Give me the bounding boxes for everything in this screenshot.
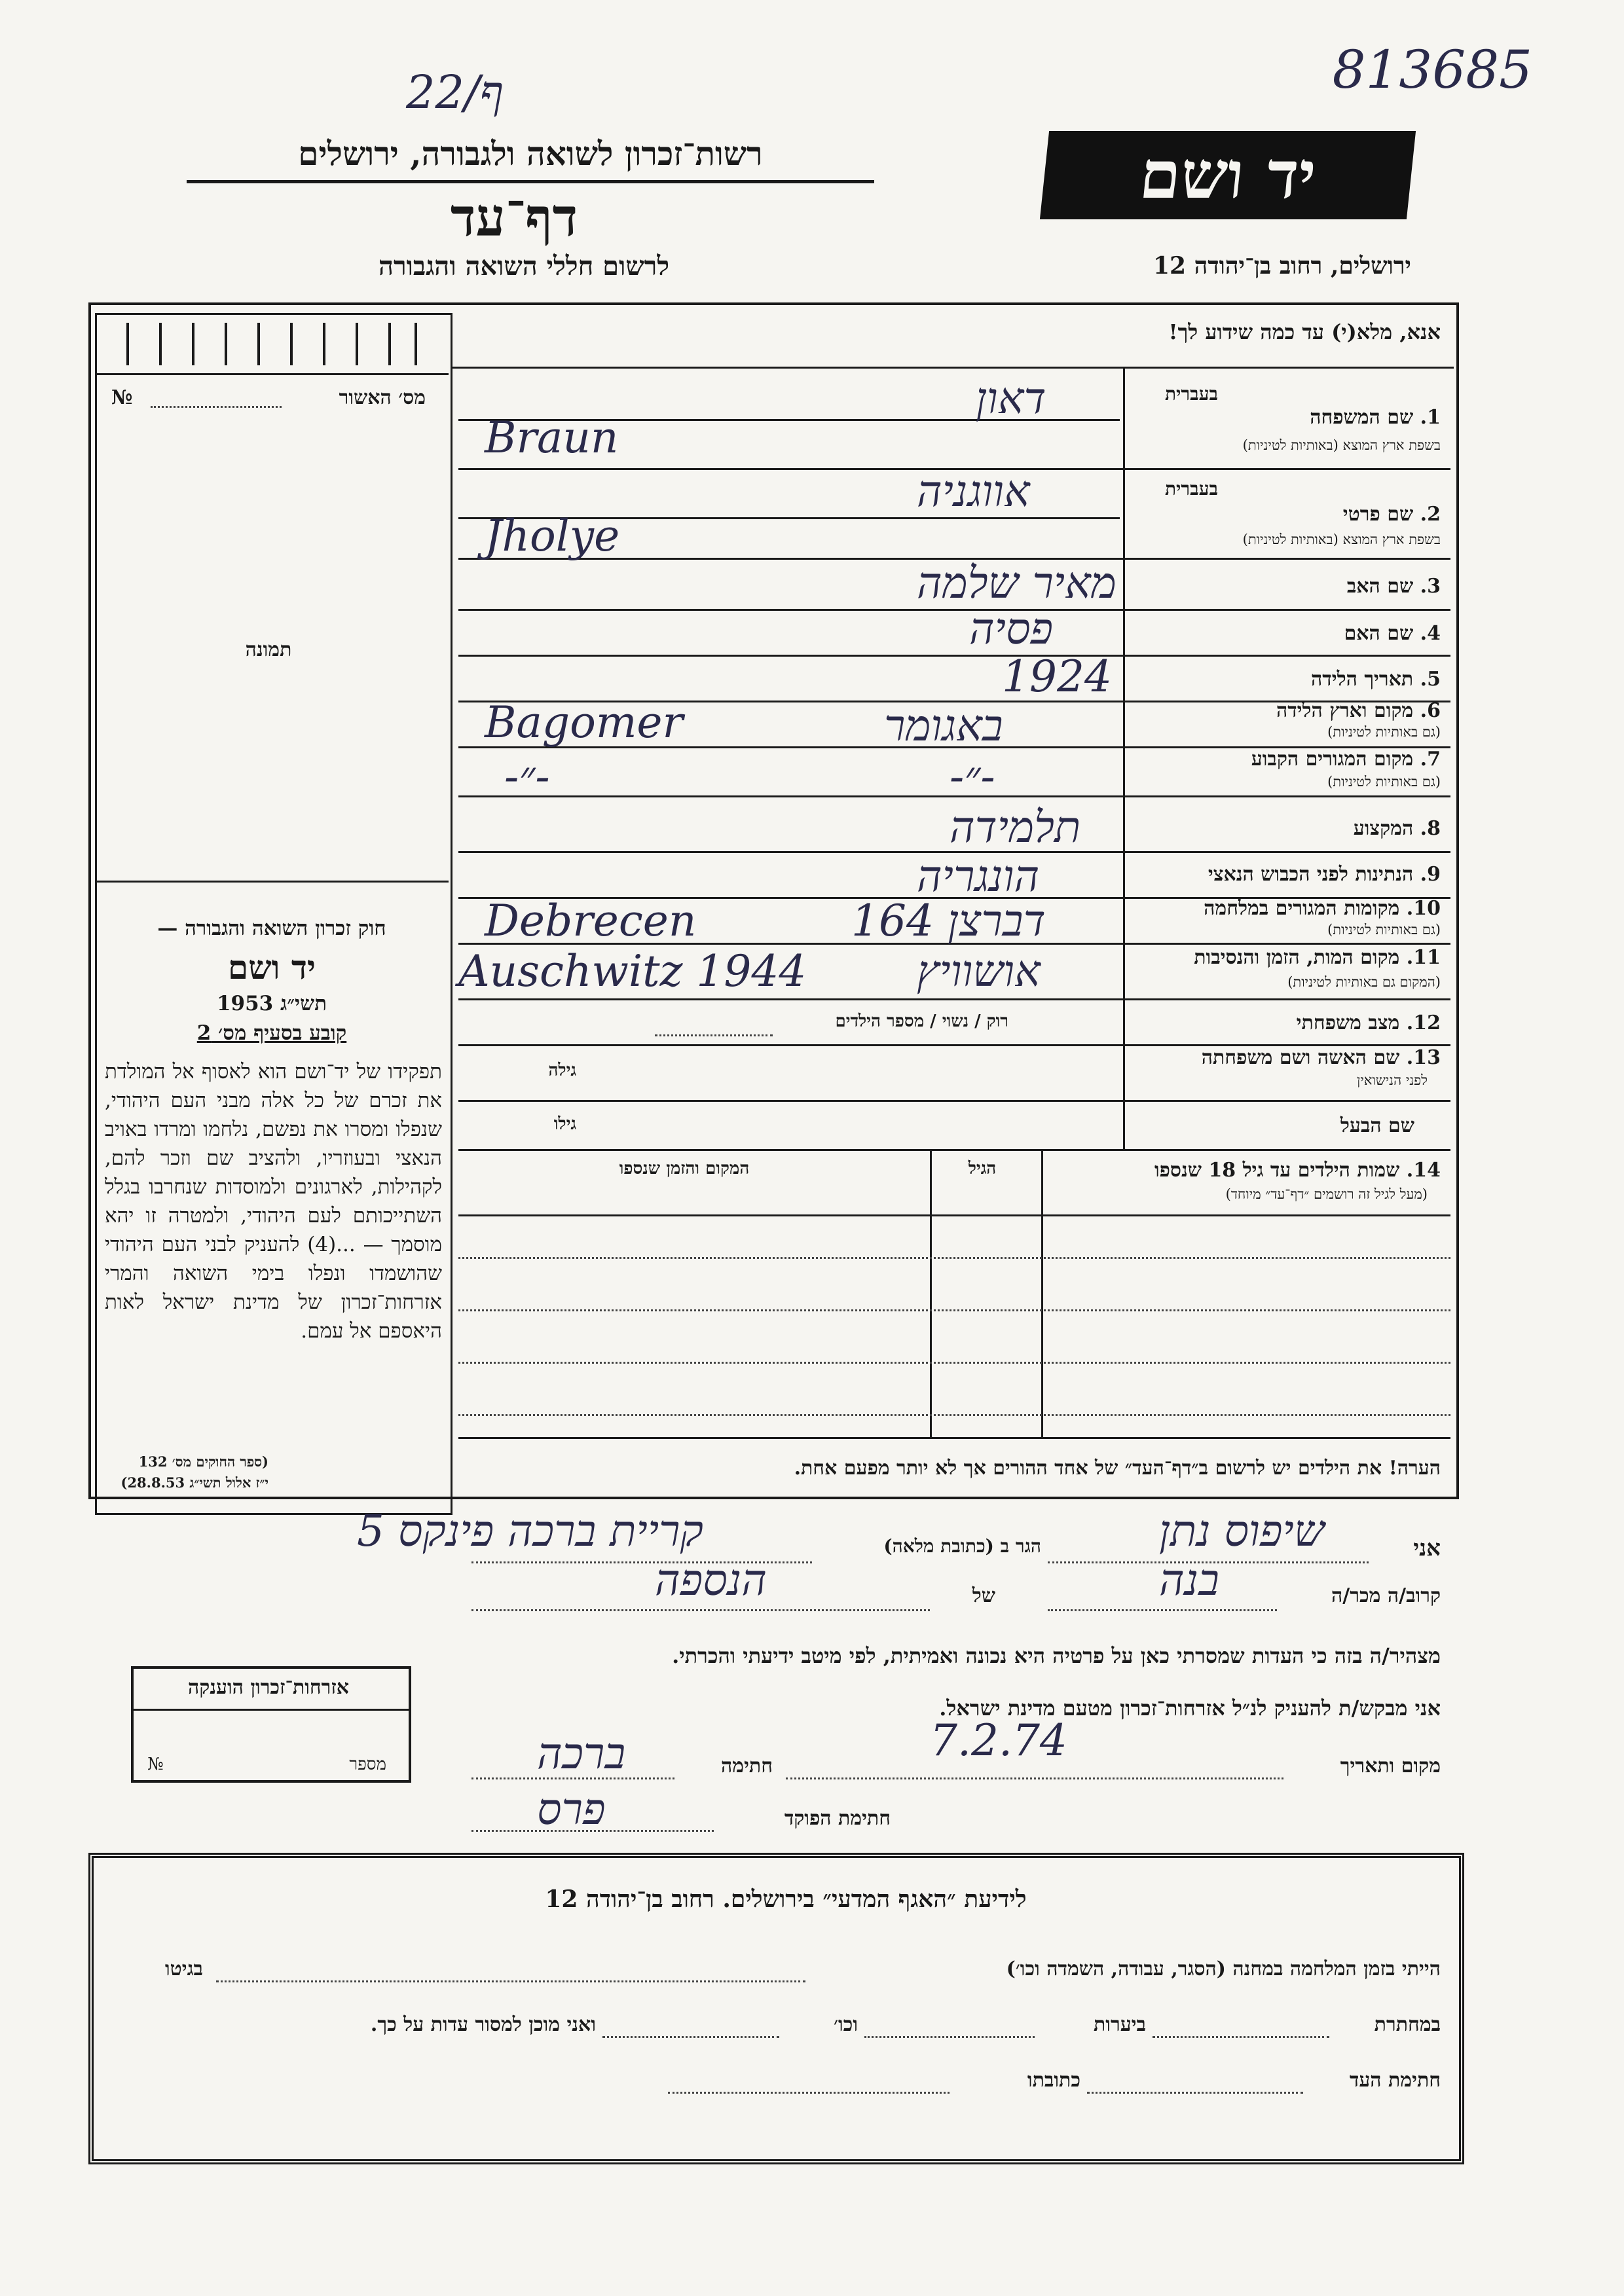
field-13-label: 13. שם האשה ושם משפחתה — [1201, 1046, 1441, 1069]
citizenship-number-label: מספר — [349, 1755, 386, 1774]
barcode-divider — [97, 373, 449, 375]
field-3-label: 3. שם האב — [1346, 575, 1441, 598]
occupation-value: תלמידה — [950, 802, 1081, 852]
declarant-address: קריית ברכה פינקס 5 — [357, 1506, 703, 1556]
children-row-3 — [458, 1362, 1450, 1364]
row-line-3 — [458, 609, 1450, 611]
law-year-number: 1953 — [216, 992, 274, 1015]
field-11-label: 11. מקום המות, הזמן והנסיבות — [1194, 946, 1441, 969]
surname-latin-value: Braun — [485, 412, 619, 463]
form-subtitle: לרשום חללי השואה והגבורה — [378, 251, 670, 282]
children-place-header: המקום והזמן שנספו — [619, 1159, 750, 1178]
children-row-1 — [458, 1257, 1450, 1259]
place-date-label: מקום ותאריך — [1340, 1755, 1441, 1777]
photo-label: תמונה — [245, 638, 292, 661]
approval-label: מס׳ האשור — [339, 386, 426, 409]
archive-number: 813685 — [1332, 39, 1532, 100]
info-line3-blank-b — [668, 2092, 950, 2094]
info-line3-b: כתובתו — [1027, 2069, 1080, 2092]
in-hebrew-2: בעברית — [1164, 478, 1218, 500]
field-husband-label: שם הבעל — [1340, 1114, 1414, 1137]
info-line2-blank-a — [1153, 2036, 1329, 2038]
field-12-label: 12. מצב משפחתי — [1296, 1011, 1441, 1034]
field-1-label: 1. שם המשפחה — [1310, 406, 1441, 429]
field-6-sub: (גם באותיות לטיניות) — [1327, 724, 1441, 740]
children-col-divider-2 — [930, 1149, 932, 1437]
row-line-4 — [458, 655, 1450, 657]
info-line1-blank — [216, 1980, 805, 1982]
info-line3-a: חתימת העד — [1349, 2069, 1441, 2092]
field-7-label: 7. מקום המגורים הקבוע — [1251, 748, 1441, 771]
row-line-11 — [458, 998, 1450, 1000]
info-title: לידיעת ״האגף המדעי״ בירושלים. רחוב בן־יהודה 12 — [545, 1886, 1027, 1913]
place-date-line — [786, 1777, 1283, 1779]
children-header-line — [458, 1214, 1450, 1216]
firstname-latin-value: Jholye — [485, 511, 620, 561]
inspector-label: חתימת הפוקד — [784, 1807, 891, 1830]
field-10-label: 10. מקומות המגורים במלחמה — [1204, 897, 1441, 920]
info-line2-blank-b — [864, 2036, 1035, 2038]
of-line — [471, 1609, 930, 1611]
children-row-2 — [458, 1309, 1450, 1311]
request-text: אני מבקש/ת להעניק לנ״ל אזרחות־זכרון מטעם מדינת ישראל. — [939, 1696, 1441, 1721]
of-label: של — [972, 1584, 995, 1607]
approval-barcode — [121, 319, 422, 369]
info-line2-c: וכו׳ — [834, 2013, 858, 2036]
field-2-label: 2. שם פרטי — [1342, 503, 1441, 526]
birthplace-hebrew-value: באגומר — [884, 701, 1003, 751]
form-title: דף־עד — [450, 187, 578, 248]
declarant-ani-label: אני — [1413, 1535, 1441, 1561]
intro-text: אנא, מלא(י) עד כמה שידוע לך! — [1168, 319, 1441, 344]
page-mark: 22/ף — [406, 65, 504, 119]
law-logo: יד ושם — [228, 948, 316, 987]
field-8-label: 8. המקצוע — [1353, 817, 1441, 840]
field-4-label: 4. שם האם — [1344, 622, 1441, 645]
residence-hebrew-value: -״- — [950, 752, 995, 802]
law-ref-1: (ספר החוקים מס׳ 132 — [138, 1453, 268, 1470]
law-body: תפקידו של יד־ושם הוא לאסוף אל המולדת את זכרם של כל אלה מבני העם היהודי, שנפלו ומסרו את נפשם, נלחמו ומרדו באויב הנאצי ובעוזריו, ולהציב שם וזכר להם, לקהילות, לארגונים ולמוסדות שנחרבו בגלל השתייכותם לעם היהודי, ולמטרה זו יהא מוסמך — ...(4) להעניק לבני העם היהודי שהושמדו ונפלו בימי השואה והמרי אזרחות־זכרון של מדינת ישראל לאות היאספם אל עמם. — [105, 1060, 442, 1343]
children-col-divider-1 — [1041, 1149, 1043, 1437]
firstname-hebrew-value: אווגניה — [917, 466, 1030, 517]
info-line1-start: הייתי בזמן המלחמה במחנה (הסגר, עבודה, השמדה וכו׳) — [1006, 1958, 1441, 1980]
birthplace-latin-value: Bagomer — [485, 697, 684, 748]
info-line1-end: בגיטו — [164, 1958, 203, 1980]
relative-line — [1048, 1609, 1277, 1611]
label-divider — [1123, 368, 1125, 1150]
law-ref-2: י״ז אלול תשי״ג 28.8.53) — [120, 1474, 268, 1491]
field-5-label: 5. תאריך הלידה — [1311, 668, 1441, 691]
intro-divider — [452, 367, 1454, 369]
children-count-line — [655, 1034, 773, 1036]
father-name-value: מאיר שלמה — [917, 558, 1116, 608]
row-line-14 — [458, 1149, 1450, 1151]
info-line2-b: ביערות — [1093, 2013, 1146, 2036]
inspector-line — [471, 1830, 714, 1832]
husband-age-label: גילו — [553, 1114, 576, 1134]
declaration-text: מצהיר/ה בזה כי העדות שמסרתי כאן על פרטיה היא נכונה ואמיתית, לפי מיטב ידיעתי והכרתי. — [672, 1643, 1441, 1668]
law-title: חוק זכרון השואה והגבורה — — [157, 917, 386, 940]
signature-value: ברכה — [537, 1728, 626, 1779]
war-residence-hebrew-value: דברצן 164 — [851, 896, 1046, 946]
relative-value: בנה — [1159, 1555, 1219, 1605]
of-value: הנספה — [655, 1555, 767, 1605]
info-line2-d: ואני מוכן למסור עדות על כך. — [370, 2013, 596, 2036]
field-9-label: 9. הנתינות לפני הכבוש הנאצי — [1208, 863, 1441, 886]
residence-latin-value: -״- — [504, 752, 550, 802]
info-line2-a: במחתרת — [1374, 2013, 1441, 2036]
war-residence-latin-value: Debrecen — [485, 896, 697, 946]
wife-age-label: גילה — [548, 1061, 576, 1080]
death-place-latin-value: Auschwitz 1944 — [458, 946, 807, 996]
children-note: (מעל לגיל זה רושמים ״דף־עד״ מיוחד) — [1225, 1186, 1428, 1202]
children-row-4 — [458, 1414, 1450, 1416]
signature-line — [471, 1777, 674, 1779]
address: ירושלים, רחוב בן־יהודה 12 — [1153, 252, 1411, 280]
surname-hebrew-value: דאון — [976, 373, 1046, 424]
field-6-label: 6. מקום וארץ הלידה — [1276, 699, 1441, 722]
citizenship-title: אזרחות־זכרון הוענקה — [187, 1676, 350, 1699]
photo-bottom — [97, 881, 449, 883]
children-note-remark: הערה! את הילדים יש לרשום ב״דף־העד״ של אחד ההורים אך לא יותר מפעם אחת. — [794, 1457, 1441, 1480]
children-age-header: הגיל — [968, 1159, 997, 1178]
law-year-hebrew: תשי״ג — [280, 992, 327, 1015]
citizenship-divider — [134, 1709, 409, 1711]
declarant-name: שיפוס נתן — [1159, 1506, 1325, 1556]
approval-no-label: № — [111, 386, 133, 409]
row-line-13 — [458, 1100, 1450, 1102]
field-13-sub: לפני הנישואין — [1357, 1072, 1428, 1088]
info-line2-blank-c — [602, 2036, 779, 2038]
field-7-sub: (גם באותיות לטיניות) — [1327, 774, 1441, 790]
info-line3-blank-a — [1087, 2092, 1303, 2094]
signature-label: חתימה — [721, 1755, 773, 1777]
citizenship-no-sign: № — [147, 1755, 164, 1774]
law-section: קובע בסעיף מס׳ 2 — [196, 1021, 347, 1045]
field-1-sub: בשפת ארץ המוצא (באותיות לטיניות) — [1242, 437, 1441, 453]
death-place-hebrew-value: אושוויץ — [917, 946, 1041, 996]
inspector-signature: פרס — [537, 1784, 606, 1834]
children-bottom — [458, 1437, 1450, 1439]
declarant-resides-label: הגר ב (כתובת מלאה) — [883, 1535, 1041, 1557]
children-title: 14. שמות הילדים עד גיל 18 שנספו — [1154, 1159, 1441, 1182]
law-year — [105, 992, 439, 1015]
in-hebrew-1: בעברית — [1164, 383, 1218, 405]
place-date-value: 7.2.74 — [930, 1715, 1067, 1766]
authority-name: רשות־זכרון לשואה ולגבורה, ירושלים — [298, 134, 763, 173]
field-10-sub: (גם באותיות לטיניות) — [1327, 922, 1441, 938]
birth-date-value: 1924 — [1002, 651, 1112, 702]
logo-text: יד ושם — [1135, 136, 1320, 213]
yad-vashem-logo — [1040, 131, 1416, 219]
nationality-value: הונגריה — [917, 851, 1040, 902]
approval-line — [151, 406, 282, 408]
field-2-sub: בשפת ארץ המוצא (באותיות לטיניות) — [1242, 532, 1441, 547]
mother-name-value: פסיה — [969, 604, 1054, 654]
header-underline — [187, 180, 874, 183]
family-status-options: רוק / נשוי / מספר הילדים — [835, 1011, 1008, 1031]
field-11-sub: (המקום גם באותיות לטיניות) — [1287, 974, 1441, 990]
relative-label: קרוב/ה מכר/ה — [1331, 1584, 1441, 1607]
